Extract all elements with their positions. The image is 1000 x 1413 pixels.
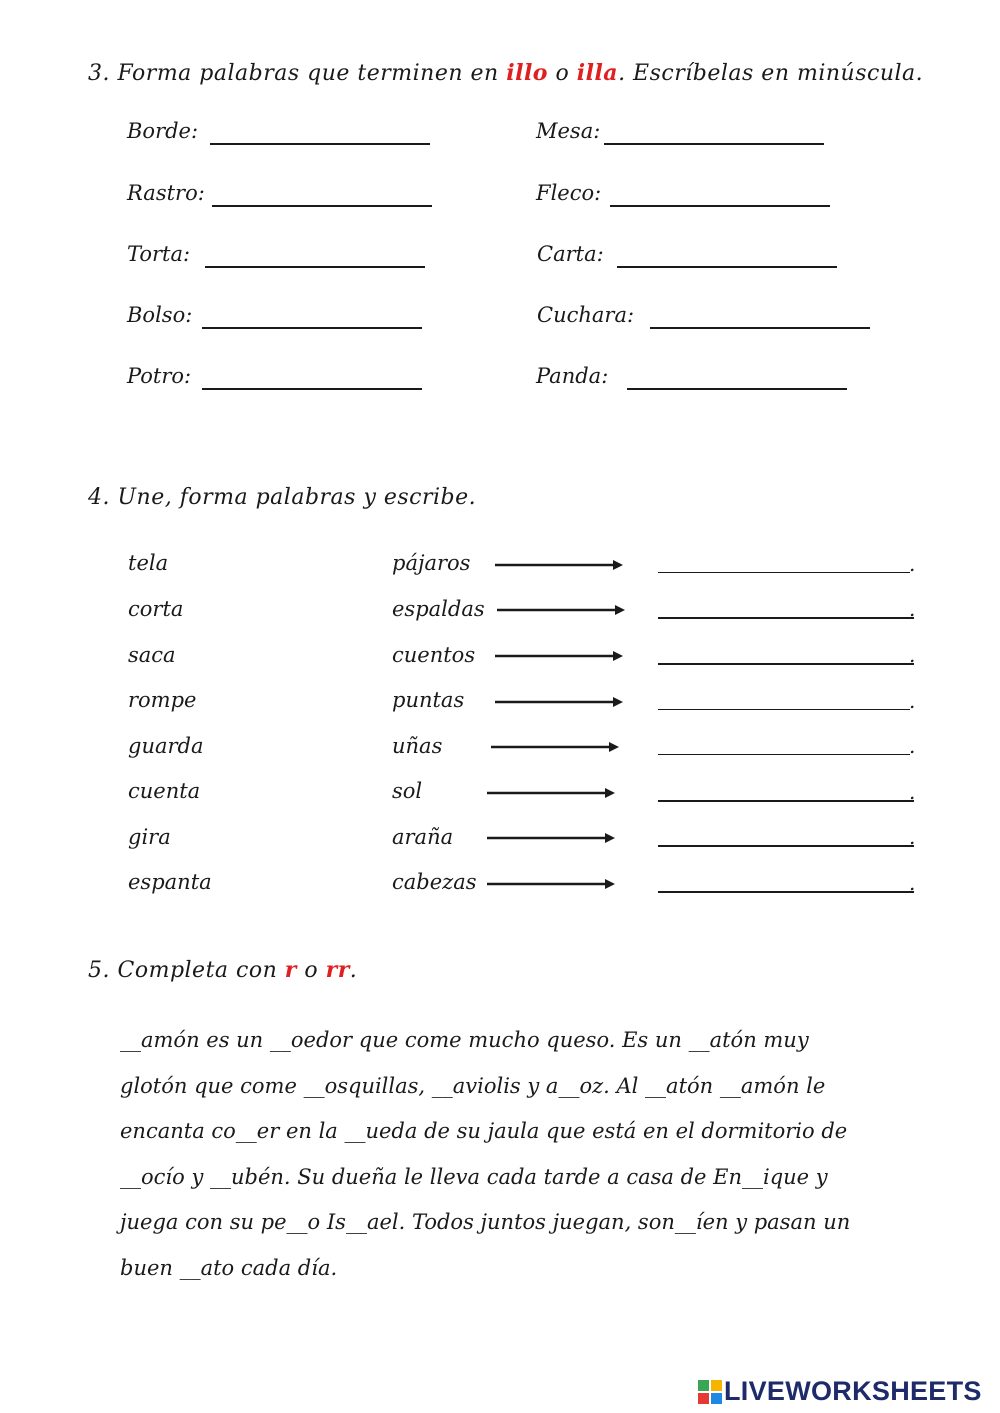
right-word-sol: sol (392, 779, 423, 803)
word-potro: Potro: (127, 364, 192, 388)
word-bolso: Bolso: (127, 303, 193, 327)
right-word-arana: araña (392, 825, 454, 849)
left-word-cuenta: cuenta (128, 779, 201, 803)
right-word-unas: uñas (392, 734, 443, 758)
period: . (909, 825, 916, 849)
option-r: r (284, 957, 297, 983)
left-word-tela: tela (128, 551, 169, 575)
answer-blank-rastro[interactable] (212, 205, 432, 207)
answer-blank-mesa[interactable] (604, 143, 824, 145)
suffix-illo: illo (506, 60, 548, 86)
word-cuchara: Cuchara: (537, 303, 635, 327)
left-word-guarda: guarda (128, 734, 204, 758)
left-word-rompe: rompe (128, 688, 197, 712)
suffix-illa: illa (576, 60, 619, 86)
word-torta: Torta: (127, 242, 191, 266)
arrow-icon (487, 786, 617, 800)
exercise-4-number: 4. (88, 485, 110, 510)
arrow-icon (487, 831, 617, 845)
right-word-cuentos: cuentos (392, 643, 476, 667)
paragraph-line: encanta co__er en la __ueda de su jaula que está en el dormitorio de (120, 1119, 848, 1143)
paragraph-line: __amón es un __oedor que come mucho queso. Es un __atón muy (120, 1028, 809, 1052)
paragraph-line: __ocío y __ubén. Su dueña le lleva cada tarde a casa de En__ique y (120, 1164, 828, 1189)
fill-in-paragraph[interactable] (120, 1018, 940, 1291)
answer-blank-row-4[interactable] (658, 709, 910, 710)
period: . (909, 597, 916, 621)
answer-blank-row-5[interactable] (658, 754, 910, 755)
paragraph-line: glotón que come __osquillas, __aviolis y a__oz. Al __atón __amón le (120, 1073, 826, 1098)
paragraph-line: buen __ato cada día. (120, 1255, 338, 1280)
word-carta: Carta: (537, 242, 604, 266)
left-word-gira: gira (128, 825, 171, 849)
arrow-icon (491, 740, 621, 754)
answer-blank-bolso[interactable] (202, 327, 422, 329)
answer-blank-fleco[interactable] (610, 205, 830, 207)
left-word-saca: saca (128, 643, 176, 667)
period: . (909, 734, 916, 758)
answer-blank-panda[interactable] (627, 388, 847, 390)
exercise-5-text: Completa con (117, 958, 278, 983)
left-word-corta: corta (128, 597, 184, 621)
right-word-espaldas: espaldas (392, 597, 485, 621)
answer-blank-row-6[interactable] (658, 800, 914, 802)
period: . (909, 871, 916, 895)
exercise-5-number: 5. (88, 958, 110, 983)
arrow-icon (495, 558, 625, 572)
answer-blank-torta[interactable] (205, 266, 425, 268)
liveworksheets-wordmark: LIVEWORKSHEETS (724, 1376, 982, 1406)
answer-blank-cuchara[interactable] (650, 327, 870, 329)
period: . (909, 552, 916, 576)
exercise-4-heading (88, 485, 476, 510)
period: . (909, 689, 916, 713)
answer-blank-carta[interactable] (617, 266, 837, 268)
exercise-5-text-end: . (349, 958, 358, 983)
answer-blank-row-8[interactable] (658, 891, 914, 893)
answer-blank-row-3[interactable] (658, 663, 914, 665)
right-word-puntas: puntas (392, 688, 465, 712)
option-rr: rr (325, 957, 350, 983)
arrow-icon (497, 603, 627, 617)
left-word-espanta: espanta (128, 870, 212, 894)
arrow-icon (495, 649, 625, 663)
liveworksheets-logo-icon (698, 1380, 722, 1404)
exercise-3-heading (88, 60, 923, 86)
word-borde: Borde: (127, 119, 199, 143)
exercise-3-text-end: . Escríbelas en minúscula. (618, 61, 924, 86)
word-mesa: Mesa: (536, 119, 601, 143)
right-word-pajaros: pájaros (392, 551, 471, 575)
exercise-3-number: 3. (88, 61, 110, 86)
arrow-icon (487, 877, 617, 891)
word-fleco: Fleco: (536, 181, 602, 205)
answer-blank-row-2[interactable] (658, 617, 914, 619)
period: . (909, 780, 916, 804)
paragraph-line: juega con su pe__o Is__ael. Todos juntos juegan, son__íen y pasan un (120, 1210, 851, 1234)
conjunction-o: o (304, 958, 319, 983)
answer-blank-potro[interactable] (202, 388, 422, 390)
word-rastro: Rastro: (127, 181, 205, 205)
answer-blank-row-7[interactable] (658, 845, 914, 847)
right-word-cabezas: cabezas (392, 870, 477, 894)
exercise-5-heading (88, 957, 357, 983)
period: . (909, 643, 916, 667)
exercise-4-text: Une, forma palabras y escribe. (117, 485, 477, 510)
arrow-icon (495, 695, 625, 709)
liveworksheets-logo (698, 1376, 982, 1407)
conjunction-o: o (555, 61, 570, 86)
word-panda: Panda: (536, 364, 609, 388)
answer-blank-borde[interactable] (210, 143, 430, 145)
exercise-3-text: Forma palabras que terminen en (117, 61, 499, 86)
answer-blank-row-1[interactable] (658, 572, 910, 573)
